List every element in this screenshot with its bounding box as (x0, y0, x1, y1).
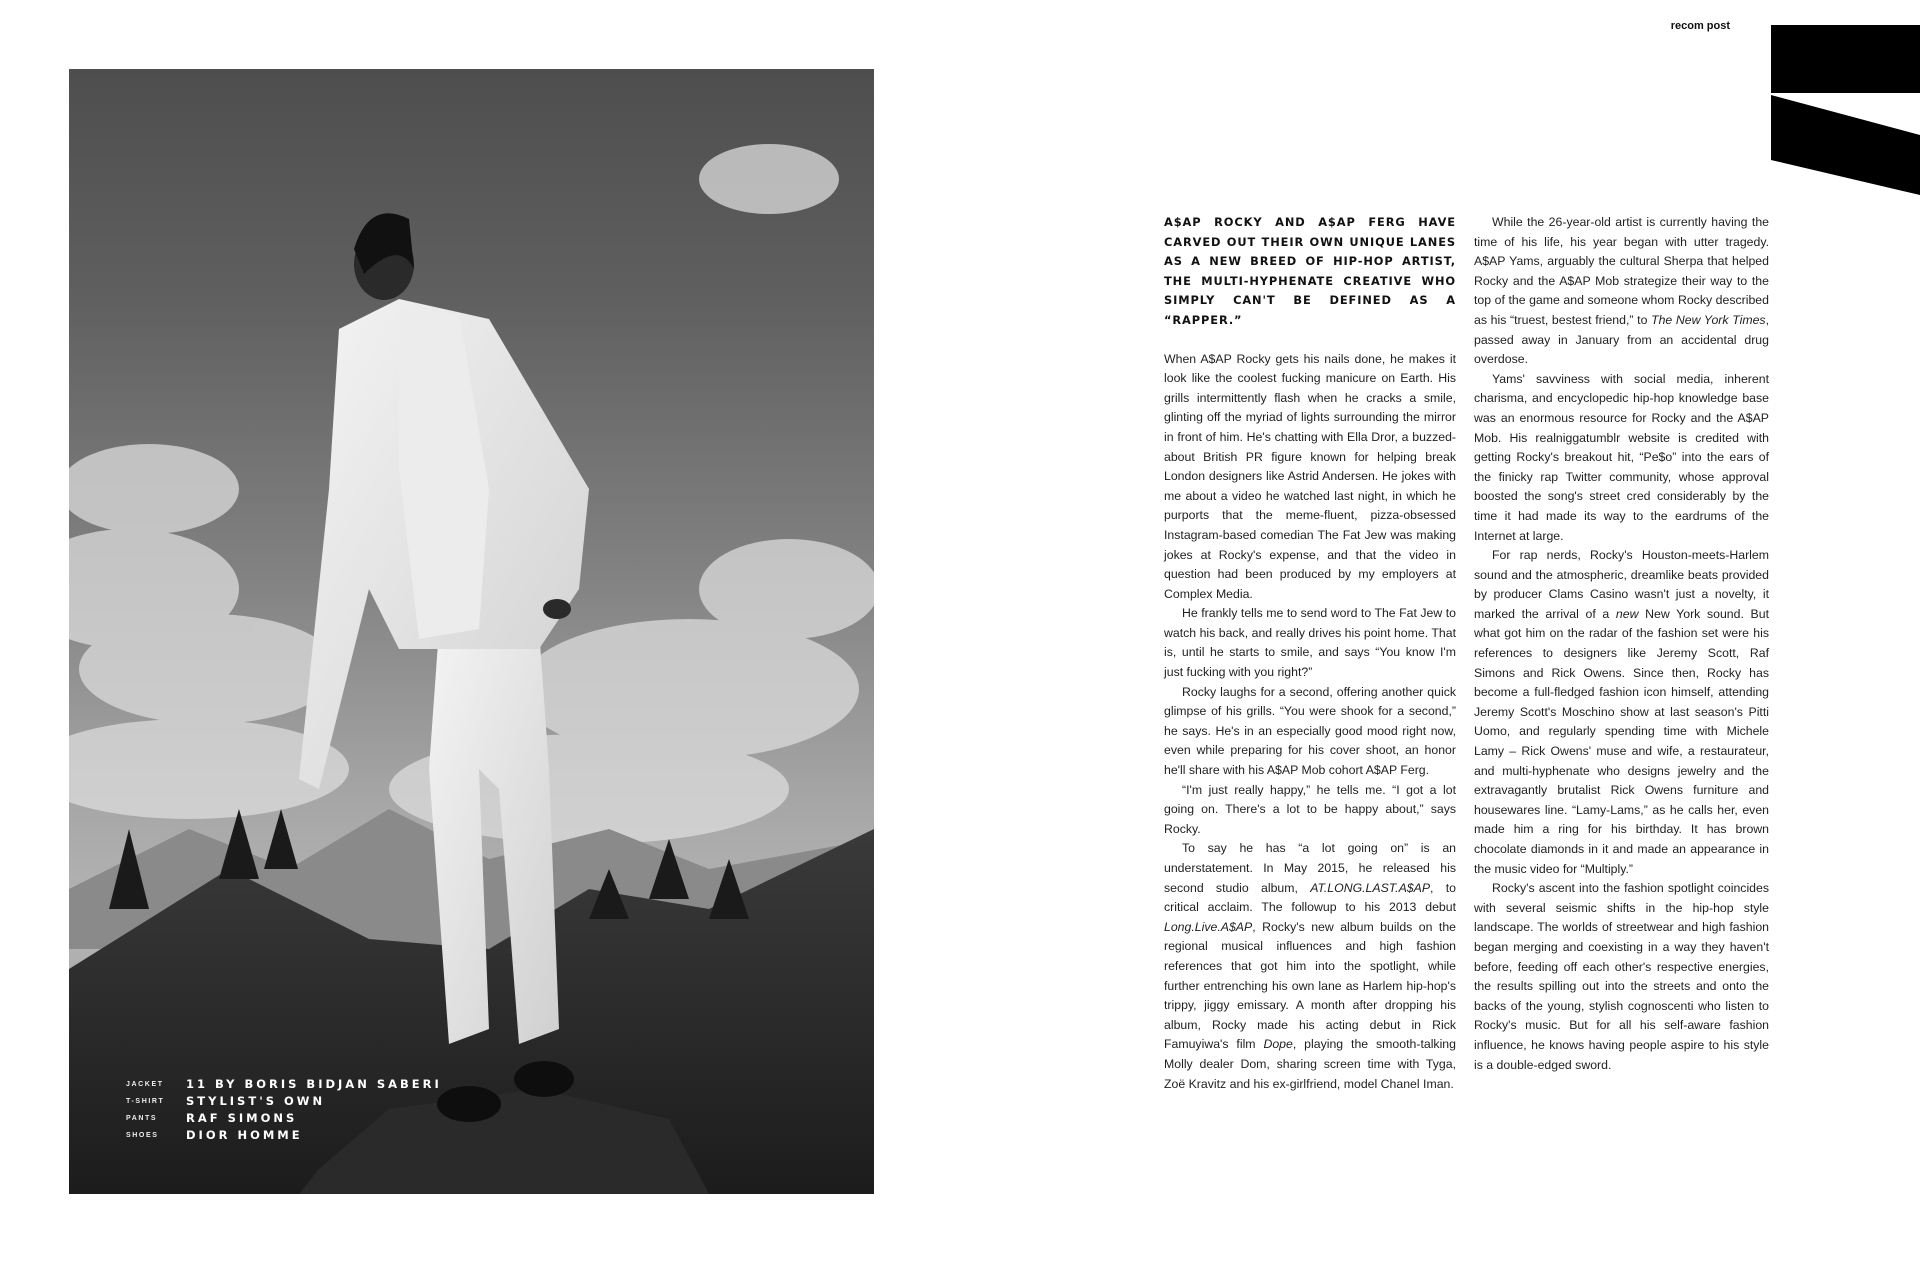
paragraph (1164, 839, 1456, 1094)
film-title: Dope (1263, 1037, 1293, 1052)
text-run: To say he has “a lot going on” is an understatement. In May 2015, he released his second studio album, (1164, 841, 1456, 895)
credit-label-jacket: JACKET (126, 1081, 164, 1088)
album-title: AT.LONG.LAST.A$AP (1310, 880, 1431, 895)
section-tag: recom post (1670, 20, 1730, 32)
article-dek: A$AP ROCKY AND A$AP FERG HAVE CARVED OUT THEIR OWN UNIQUE LANES AS A NEW BREED OF HIP-HOP ARTIST, THE MULTI-HYPHENATE CREATIVE WHO SIMPLY CAN'T BE DEFINED AS A “RAPPER.” (1164, 215, 1456, 327)
text-run: , Rocky's new album builds on the regional musical influences and high fashion references that got him into the spotlight, while further entrenching his own lane as Harlem hip-hop's trippy, jiggy emissary. A month after dropping his album, Rocky made his acting debut in Rick Famuyiwa's film (1164, 919, 1456, 1052)
credit-label-shoes: SHOES (126, 1132, 159, 1139)
publication-title: The New York Times (1651, 312, 1766, 327)
paragraph: When A$AP Rocky gets his nails done, he makes it look like the coolest fucking manicure on Earth. His grills intermittently flash when he cracks a smile, glinting off the myriad of lights surrounding the mirror in front of him. He's chatting with Ella Dror, a buzzed-about British PR figure known for helping break London designers like Astrid Andersen. He jokes with me about a video he watched last night, in which he purports that the meme-fluent, pizza-obsessed Instagram-based comedian The Fat Jew was making jokes at Rocky's expense, and that the video in question had been produced by my employers at Complex Media. (1164, 351, 1456, 601)
credit-label-pants: PANTS (126, 1115, 158, 1122)
paragraph: He frankly tells me to send word to The Fat Jew to watch his back, and really drives his point home. That is, until he starts to smile, and says “You know I'm just fucking with you right?” (1164, 606, 1456, 680)
credit-value-tshirt: STYLIST'S OWN (186, 1094, 326, 1108)
text-run: , to critical acclaim. The followup to his 2013 debut (1164, 880, 1456, 915)
text-run: For rap nerds, Rocky's Houston-meets-Harlem sound and the atmospheric, dreamlike beats provided by producer Clams Casino wasn't just a novelty, it marked the arrival of a (1474, 548, 1769, 621)
paragraph (1474, 546, 1769, 879)
credit-label-tshirt: T-SHIRT (126, 1098, 165, 1105)
paragraph: Rocky's ascent into the fashion spotlight coincides with several seismic shifts in the hip-hop style landscape. The worlds of streetwear and high fashion began merging and coexisting in a way they haven't before, feeding off each other's respective energies, the results spilling out into the streets and onto the backs of the young, stylish cognoscenti who listen to Rocky's music. But for all his self-aware fashion influence, he knows having people aspire to his style is a double-edged sword. (1474, 881, 1769, 1072)
article-column-right (1474, 213, 1769, 1075)
text-run: New York sound. But what got him on the radar of the fashion set were his references to designers like Jeremy Scott, Raf Simons and Rick Owens. Since then, Rocky has become a full-fledged fashion icon himself, attending Jeremy Scott's Moschino show at last season's Pitti Uomo, and regularly spending time with Michele Lamy – Rick Owens' muse and wife, a restaurateur, and multi-hyphenate who designs jewelry and the extravagantly brutalist Rick Owens furniture and housewares line. “Lamy-Lams,” as he calls her, even made him a ring for his birthday. It has brown chocolate diamonds in it and made an appearance in the music video for “Multiply.” (1474, 606, 1769, 876)
fashion-credits (126, 1077, 442, 1143)
cover-photo (69, 69, 874, 1194)
black-banner-graphic (1771, 25, 1920, 195)
album-title: Long.Live.A$AP (1164, 919, 1253, 934)
article-column-left (1164, 213, 1456, 1094)
text-run: , playing the smooth-talking Molly dealer Dom, sharing screen time with Tyga, Zoë Kravitz and his ex-girlfriend, model Chanel Iman. (1164, 1037, 1456, 1091)
text-run: While the 26-year-old artist is currently having the time of his life, his year began with utter tragedy. A$AP Yams, arguably the cultural Sherpa that helped Rocky and the A$AP Mob strategize their way to the top of the game and someone whom Rocky described as his “truest, bestest friend,” to (1474, 215, 1769, 327)
paragraph: “I'm just really happy,” he tells me. “I got a lot going on. There's a lot to be happy about,” says Rocky. (1164, 782, 1456, 836)
text-run: , passed away in January from an accidental drug overdose. (1474, 312, 1769, 367)
credit-value-shoes: DIOR HOMME (186, 1128, 303, 1142)
credit-value-jacket: 11 BY BORIS BIDJAN SABERI (186, 1077, 442, 1091)
photo-portrait-icon (69, 69, 874, 1194)
emphasis: new (1615, 606, 1639, 621)
credit-value-pants: RAF SIMONS (186, 1111, 298, 1125)
paragraph (1474, 213, 1769, 370)
paragraph: Yams' savviness with social media, inherent charisma, and encyclopedic hip-hop knowledge base was an enormous resource for Rocky and the A$AP Mob. His realniggatumblr website is credited with getting Rocky's breakout hit, “Pe$o” into the ears of the finicky rap Twitter community, whose approval boosted the song's street cred considerably by the time it had made its way to the eardrums of the Internet at large. (1474, 371, 1769, 543)
paragraph: Rocky laughs for a second, offering another quick glimpse of his grills. “You were shook for a second,” he says. He's in an especially good mood right now, even while preparing for his cover shoot, an honor he'll share with his A$AP Mob cohort A$AP Ferg. (1164, 684, 1456, 778)
